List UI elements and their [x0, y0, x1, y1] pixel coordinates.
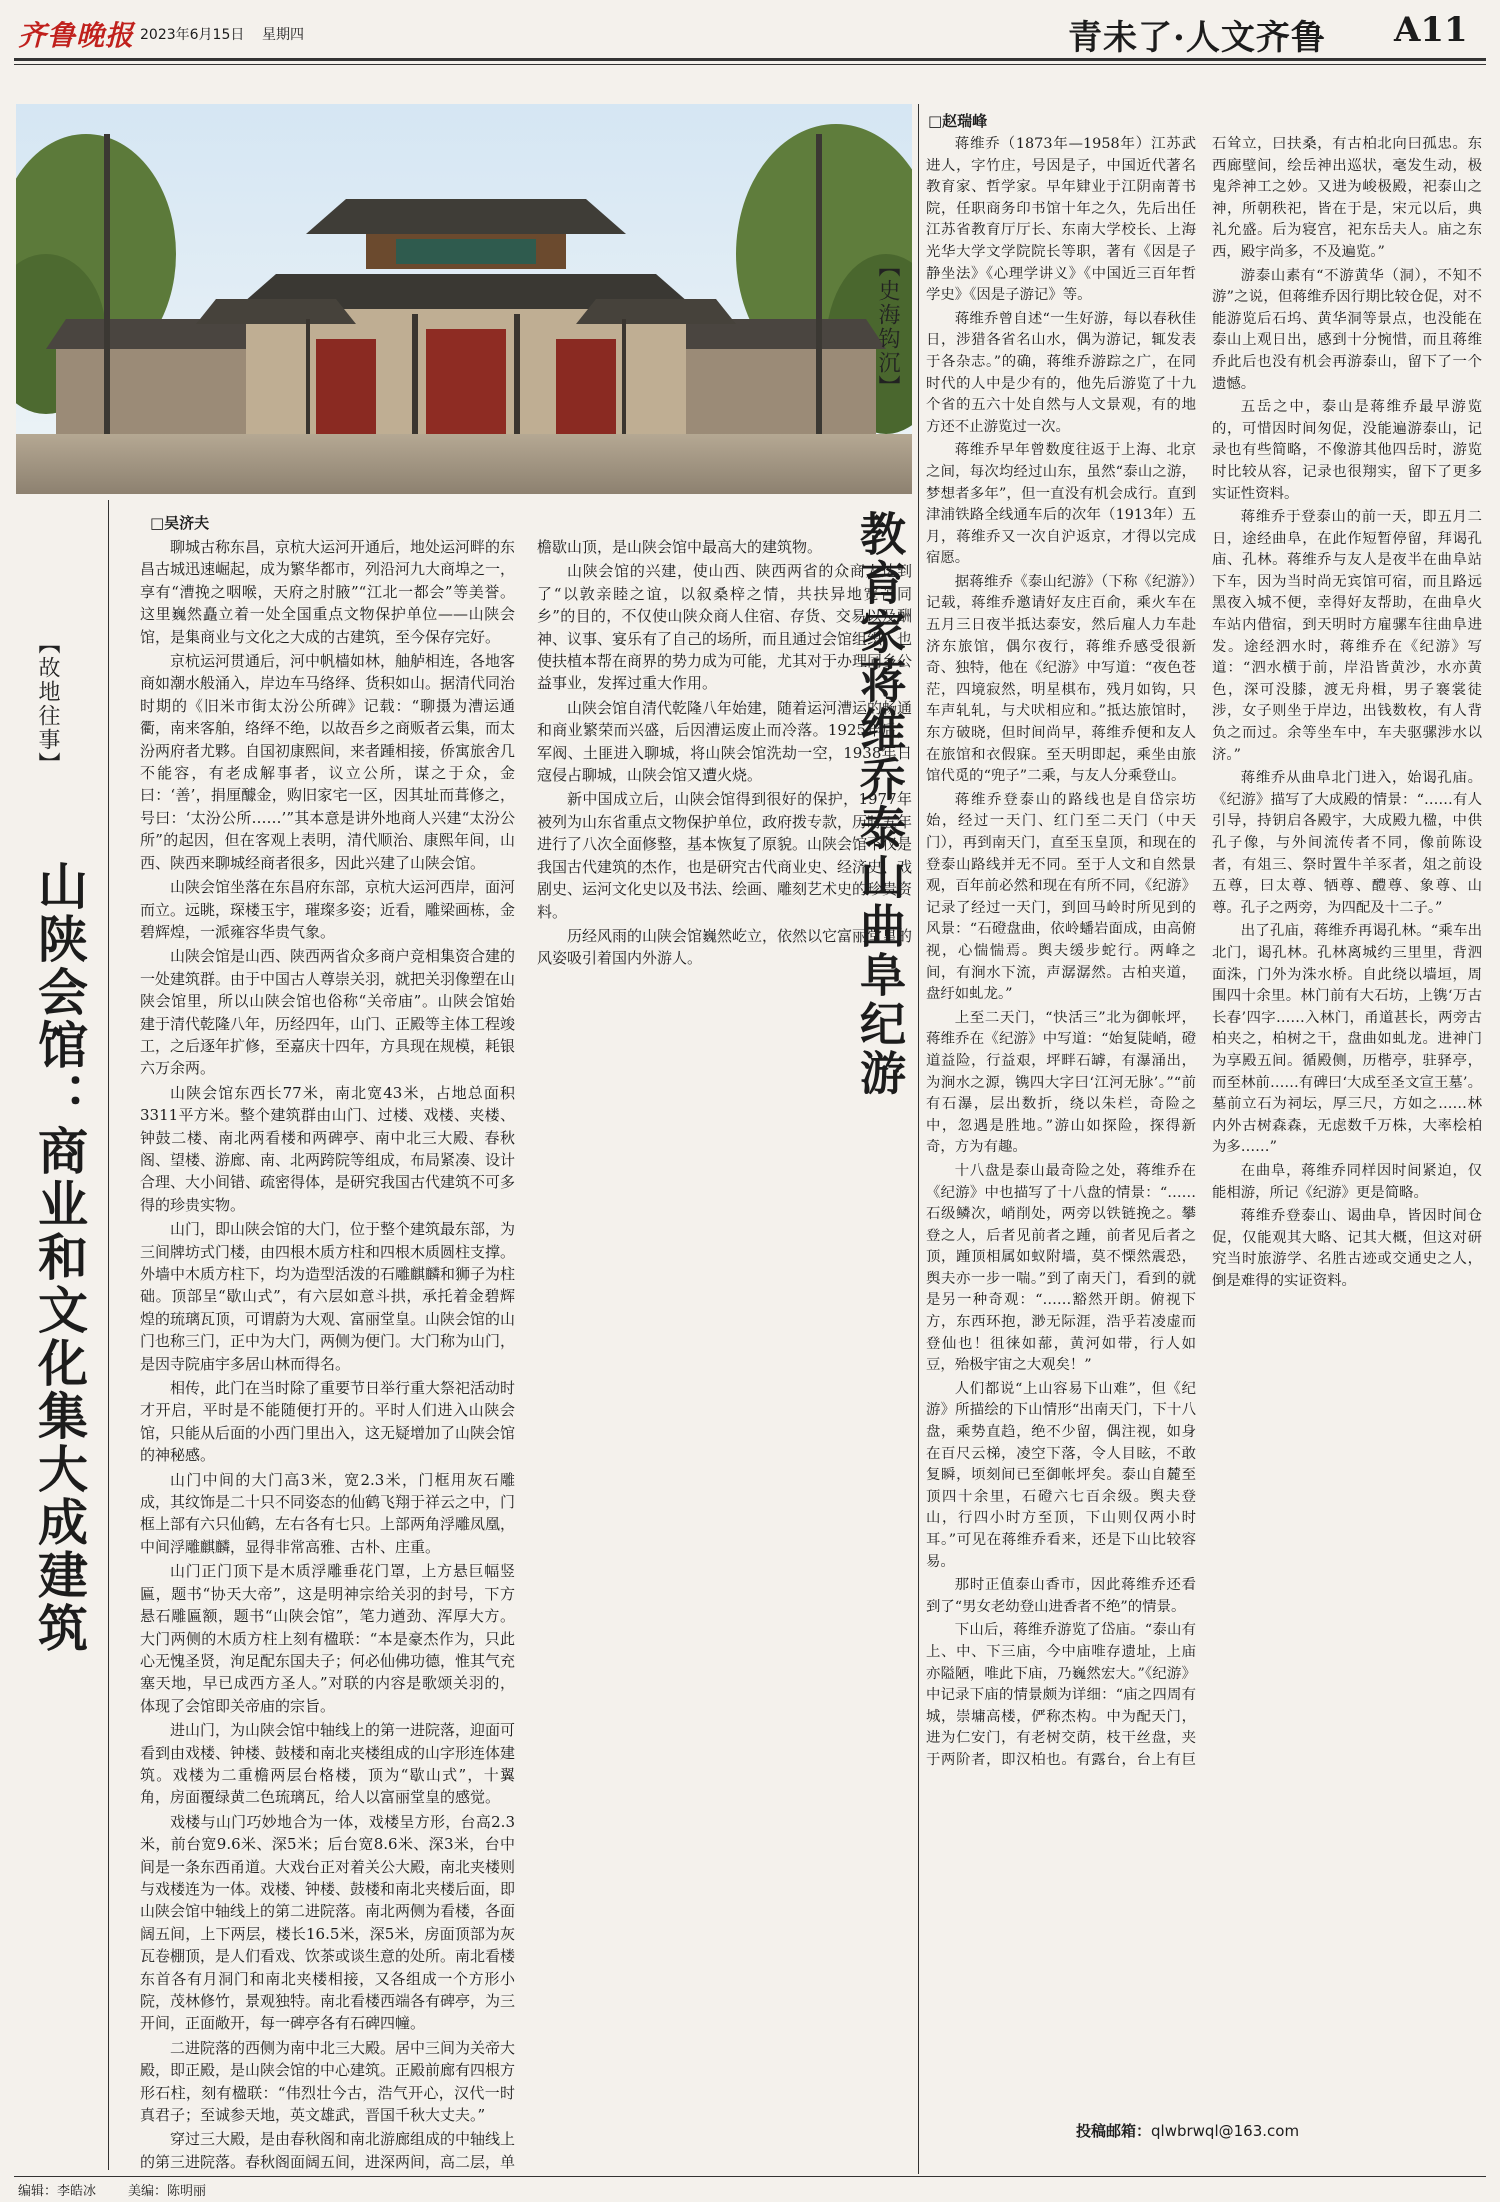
submission-email-address[interactable]: qlwbrwql@163.com — [1151, 2122, 1300, 2140]
footer-rule — [14, 2176, 1486, 2177]
footer-editor: 编辑：李皓冰 — [18, 2184, 97, 2199]
paragraph: 上至二天门，“快活三”北为御帐坪，蒋维乔在《纪游》中写道：“始复陡峭，磴道益险，行益艰，坪畔石罅，有瀑涌出，为涧水之源，镌四大字曰‘江河无脉’。”“前有石瀑，层出数折，绕以朱栏，奇险之中，忽遇是胜地。”游山如探险，探得新奇，方为有趣。 — [926, 1009, 1196, 1156]
header-rule-thin — [14, 64, 1486, 65]
paragraph: 山陕会馆的兴建，使山西、陕西两省的众商人达到了“以敦亲睦之谊，以叙桑梓之情，共扶异地宽苦同乡”的目的，不仅使山陕众商人住宿、存货、交易以及酬神、议事、宴乐有了自己的场所，而且通过会馆组织，也使扶植本帮在商界的势力成为可能，尤其对于办理同乡公益事业，发挥过重大作用。 — [537, 562, 912, 693]
paragraph: 戏楼与山门巧妙地合为一体，戏楼呈方形，台高2.3米，前台宽9.6米、深5米；后台宽8.6米、深3米，台中间是一条东西甬道。大戏台正对着关公大殿，南北夹楼则与戏楼连为一体。戏楼、钟楼、鼓楼和南北夹楼后面，即山陕会馆中轴线上的第二进院落。南北两侧为看楼，各面阔五间，上下两层，楼长16.5米，深5米，房面顶部为灰瓦卷棚顶，是人们看戏、饮茶或谈生意的处所。南北看楼东首各有月洞门和南北夹楼相接，又各组成一个方形小院，茂林修竹，景观独特。南北看楼西端各有碑亭，为三开间，正面敞开，每一碑亭各有石碑四幢。 — [140, 1812, 516, 2033]
paragraph: 下山后，蒋维乔游览了岱庙。“泰山有上、中、下三庙，今中庙唯存遗址，上庙亦隘陋，唯此下庙，乃巍然宏大。”《纪游》中记录下庙的情景颇为详细：“庙之四周有城，崇墉高楼，俨称杰构。中为配天门，进为仁安门，有老树交荫，枝干丝盘，夹于两阶者，即汉柏也。有露台，台上有巨石耸立，曰扶桑，有古柏北向曰孤忠。东西廊壁间，绘岳神出巡状，毫发生动，极鬼斧神工之妙。又进为峻极殿，祀泰山之神，所朝秩祀，皆在于是，宋元以后，典礼允盛。后为寝宫，祀东岳夫人。庙之东西，殿宇尚多，不及遍览。” — [926, 136, 1482, 1768]
paragraph: 山陕会馆自清代乾隆八年始建，随着运河漕运的畅通和商业繁荣而兴盛，后因漕运废止而冷落。1925年后，军阀、土匪进入聊城，将山陕会馆洗劫一空，1938年日寇侵占聊城，山陕会馆又遭火烧。 — [537, 698, 912, 785]
left-title-divider — [108, 500, 109, 2170]
header-rule — [14, 58, 1486, 61]
center-divider — [918, 104, 919, 2174]
column-tag-left: 【故地往事】 — [35, 632, 60, 776]
article-right-title: 教育家蒋维乔泰山曲阜纪游 — [853, 510, 907, 1098]
paragraph: 蒋维乔曾自述“一生好游，每以春秋佳日，涉猎各省名山水，偶为游记，辄发表于各杂志。”的确，蒋维乔游踪之广，在同时代的人中是少有的，他先后游览了十九个省的五六十处自然与人文景观，有的地方还不止游览过一次。 — [926, 310, 1196, 435]
paragraph: 五岳之中，泰山是蒋维乔最早游览的，可惜因时间匆促，没能遍游泰山，记录也有些简略，不像游其他四岳时，游览时比较从容，记录也很翔实，留下了更多实证性资料。 — [1212, 399, 1482, 502]
page-number: A11 — [1394, 10, 1468, 50]
submission-email — [1076, 2120, 1299, 2141]
footer-designer: 美编：陈明丽 — [128, 2184, 207, 2199]
paragraph: 蒋维乔早年曾数度往返于上海、北京之间，每次均经过山东，虽然“泰山之游，梦想者多年”，但一直没有机会成行。直到津浦铁路全线通车后的次年（1913年）五月，蒋维乔又一次自沪返京，才得以完成宿愿。 — [926, 442, 1196, 567]
paragraph: 游泰山素有“不游黄华（洞），不知不游”之说，但蒋维乔因行期比较仓促，对不能游览后石坞、黄华洞等景点，也没能在泰山上观日出，感到十分惋惜，而且蒋维乔此后也没有机会再游泰山，留下了一个遗憾。 — [1212, 267, 1482, 392]
shanshan-guild-hall-photo — [16, 104, 912, 494]
paragraph: 山门，即山陕会馆的大门，位于整个建筑最东部，为三间牌坊式门楼，由四根木质方柱和四根木质圆柱支撑。外墙中木质方柱下，均为造型活泼的石雕麒麟和狮子为柱础。顶部呈“歇山式”，有六层如意斗拱，承托着金碧辉煌的琉璃瓦顶，可谓蔚为大观、富丽堂皇。山陕会馆的山门也称三门，正中为大门，两侧为便门。大门称为山门，是因寺院庙宇多居山林而得名。 — [140, 1220, 516, 1373]
paragraph: 山陕会馆坐落在东昌府东部，京杭大运河西岸，面河而立。远眺，琛楼玉宇，璀璨多姿；近看，雕梁画栋，金碧辉煌，一派雍容华贵气象。 — [140, 878, 516, 941]
paragraph: 蒋维乔于登泰山的前一天，即五月二日，途经曲阜，在此作短暂停留，拜谒孔庙、孔林。蒋维乔与友人是夜半在曲阜站下车，因为当时尚无宾馆可宿，而且路远黑夜入城不便，幸得好友帮助，在曲阜火车站内借宿，到天明时方雇骡车往曲阜进发。途经泗水时，蒋维乔在《纪游》写道：“泗水横于前，岸沿皆黄沙，水亦黄色，深可没膝，渡无舟楫，男子褰裳徒涉，女子则坐于岸边，出钱数枚，有人背负之而过。余等坐车中，车夫驱骡涉水以济。” — [1212, 509, 1482, 763]
paragraph: 历经风雨的山陕会馆巍然屹立，依然以它富丽堂皇的风姿吸引着国内外游人。 — [537, 926, 912, 968]
paragraph: 在曲阜，蒋维乔同样因时间紧迫，仅能相游，所记《纪游》更是简略。 — [1212, 1162, 1482, 1201]
section-title: 青未了·人文齐鲁 — [1068, 18, 1326, 58]
paragraph: 二进院落的西侧为南中北三大殿。居中三间为关帝大殿，即正殿，是山陕会馆的中心建筑。正殿前廊有四根方形石柱，刻有楹联：“伟烈壮今古，浩气开心，汉代一时真君子；至诚参天地，英文雄武，晋国千秋大丈夫。” — [140, 2038, 516, 2125]
paragraph: 新中国成立后，山陕会馆得到很好的保护，1977年被列为山东省重点文物保护单位，政府拨专款，历时五年进行了八次全面修整，基本恢复了原貌。山陕会馆不仅是我国古代建筑的杰作，也是研究古代商业史、经济史、戏剧史、运河文化史以及书法、绘画、雕刻艺术史的珍贵资料。 — [537, 790, 912, 921]
paragraph: 十八盘是泰山最奇险之处，蒋维乔在《纪游》中也描写了十八盘的情景：“……石级鳞次，峭削处，两旁以铁链挽之。攀登之人，后者见前者之踵，前者见后者之顶，踵顶相属如蚁附墙，莫不慄然震恐，舆夫亦一步一喘。”到了南天门，看到的就是另一种奇观：“……豁然开朗。俯视下方，东西环抱，渺无际涯，浩乎若凌虚而登仙也！徂徕如蔀，黄河如带，行人如豆，殆极宇宙之大观矣！” — [926, 1162, 1196, 1374]
paragraph: 穿过三大殿，是由春秋阁和南北游廊组成的中轴线上的第三进院落。春秋阁面阔五间，进深两间，高二层，单檐歇山顶，是山陕会馆中最高大的建筑物。 — [140, 538, 823, 2171]
paragraph: 进山门，为山陕会馆中轴线上的第一进院落，迎面可看到由戏楼、钟楼、鼓楼和南北夹楼组成的山字形连体建筑。戏楼为二重檐两层台格楼，顶为“歇山式”，十翼角，房面覆绿黄二色琉璃瓦，给人以富丽堂皇的感觉。 — [140, 1721, 516, 1807]
photo-illustration — [16, 104, 912, 494]
paragraph: 据蒋维乔《泰山纪游》（下称《纪游》）记载，蒋维乔邀请好友庄百俞，乘火车在五月三日夜半抵达泰安，然后雇人力车赴济东旅馆，偶尔夜行，蒋维乔感受很新奇、独特，他在《纪游》中写道：“夜色苍茫，四境寂然，明星棋布，残月如钩，只车声轧轧，与犬吠相应和。”抵达旅馆时，东方破晓，但时间尚早，蒋维乔便和友人在旅馆和衣假寐。至天明即起，乘坐由旅馆代觅的“兜子”二乘，与友人分乘登山。 — [926, 573, 1196, 785]
paragraph: 人们都说“上山容易下山难”，但《纪游》所描绘的下山情形“出南天门，下十八盘，乘势直趋，绝不少留，偶注视，如身在百尺云梯，凌空下落，令人目眩，不敢复瞬，顷刻间已至御帐坪矣。泰山自麓至顶四十余里，石磴六七百余级。舆夫登山，行四小时方至顶，下山则仅两小时耳。”可见在蒋维乔看来，还是下山比较容易。 — [926, 1380, 1196, 1570]
issue-weekday: 星期四 — [262, 27, 304, 43]
submission-email-label: 投稿邮箱： — [1076, 2122, 1152, 2140]
article-left-body — [140, 536, 912, 2176]
paragraph: 相传，此门在当时除了重要节日举行重大祭祀活动时才开启，平时是不能随便打开的。平时人们进入山陕会馆，只能从后面的小西门里出入，这无疑增加了山陕会馆的神秘感。 — [140, 1379, 516, 1465]
paragraph: 山陕会馆是山西、陕西两省众多商户竞相集资合建的一处建筑群。由于中国古人尊崇关羽，就把关羽像塑在山陕会馆里，所以山陕会馆也俗称“关帝庙”。山陕会馆始建于清代乾隆八年，历经四年，山门、正殿等主体工程竣工，之后逐年扩修，至嘉庆十四年，方具现在规模，耗银六万余两。 — [140, 947, 516, 1078]
author-right: □赵瑞峰 — [928, 112, 988, 130]
paragraph: 蒋维乔登泰山的路线也是自岱宗坊始，经过一天门、红门至二天门（中天门），再到南天门，直至玉皇顶，和现在的登泰山路线并无不同。至于人文和自然景观，百年前必然和现在有所不同，《纪游》记录了经过一天门，到回马岭时所见到的风景：“石磴盘曲，依岭蟠岩面成，由高俯视，心惴惴焉。舆夫缓步蛇行。两峰之间，有涧水下流，声潺潺然。古柏夹道，盘纡如虬龙。” — [926, 791, 1196, 1003]
masthead-logo: 齐鲁晚报 — [18, 19, 135, 52]
paragraph: 蒋维乔登泰山、谒曲阜，皆因时间仓促，仅能观其大略、记其大概，但这对研究当时旅游学、名胜古迹或交通史之人，倒是难得的实证资料。 — [1212, 1208, 1482, 1289]
paragraph: 那时正值泰山香市，因此蒋维乔还看到了“男女老幼登山进香者不绝”的情景。 — [926, 1577, 1196, 1615]
paragraph: 山门中间的大门高3米，宽2.3米，门框用灰石雕成，其纹饰是二十只不同姿态的仙鹤飞翔于祥云之中，门框上部有六只仙鹤，左右各有七只。上部两角浮雕凤凰，中间浮雕麒麟，显得非常高雅、古朴、庄重。 — [140, 1470, 516, 1556]
paragraph: 聊城古称东昌，京杭大运河开通后，地处运河畔的东昌古城迅速崛起，成为繁华都市，列沿河九大商埠之一，享有“漕挽之咽喉，天府之肘腋”“江北一都会”等美誉。这里巍然矗立着一处全国重点文物保护单位——山陕会馆，是集商业与文化之大成的古建筑，至今保存完好。 — [140, 538, 516, 646]
paragraph: 蒋维乔（1873年—1958年）江苏武进人，字竹庄，号因是子，中国近代著名教育家、哲学家。早年肄业于江阴南菁书院，任职商务印书馆十年之久，先后出任江苏省教育厅厅长、东南大学校长、上海光华大学文学院院长等职，著有《因是子静坐法》《心理学讲义》《中国近三百年哲学史》《因是子游记》等。 — [926, 136, 1196, 304]
paragraph: 京杭运河贯通后，河中帆樯如林，舳舻相连，各地客商如潮水般涌入，岸边车马络绎、货积如山。据清代同治时期的《旧米市街太汾公所碑》记载：“聊摄为漕运通衢，南来客舶，络绎不绝，以故吾乡之商贩者云集，而太汾两府者尤夥。自国初康熙间，来者踵相接，侨寓旅舍几不能容，有老成解事者，议立公所，谋之于众，金曰：‘善’，捐厘醵金，购旧家宅一区，因其址而葺修之，号曰：‘太汾公所……’”其本意是讲外地商人兴建“太汾公所”的起因，但在客观上表明，清代顺治、康熙年间，山西、陕西来聊城经商者很多，因此兴建了山陕会馆。 — [140, 652, 516, 872]
paragraph: 山门正门顶下是木质浮雕垂花门罩，上方悬巨幅竖匾，题书“协天大帝”，这是明神宗给关羽的封号，下方悬石雕匾额，题书“山陕会馆”，笔力遒劲、浑厚大方。大门两侧的木质方柱上刻有楹联：“本是豪杰作为，只此心无愧圣贤，洵足配东国夫子；何必仙佛功德，惟其气充塞天地，早已成西方圣人。”对联的内容是歌颂关羽的，体现了会馆即关帝庙的宗旨。 — [140, 1562, 516, 1715]
author-left: □吴济夫 — [150, 514, 210, 532]
paragraph: 蒋维乔从曲阜北门进入，始谒孔庙。《纪游》描写了大成殿的情景：“……有人引导，持钥启各殿宇，大成殿九楹，中供孔子像，与外间流传者不同，像前陈设者，有俎三、祭时置牛羊豕者，俎之前设五尊，曰太尊、牺尊、醴尊、象尊、山尊。孔子之两旁，为四配及十二子。” — [1212, 770, 1482, 916]
paragraph: 出了孔庙，蒋维乔再谒孔林。“乘车出北门，谒孔林。孔林离城约三里里，背泗面洙，门外为洙水桥。自此绕以墙垣，周围四十余里。林门前有大石坊，上镌‘万古长春’四字……入林门，甬道甚长，两旁古柏夹之，柏树之干，盘曲如虬龙。进神门为享殿五间。循殿侧，历楷亭，驻驿亭，而至林前……有碑曰‘大成至圣文宣王墓’。墓前立石为祠坛，厚三尺，方如之……林内外古树森森，无虑数千万株，大率桧柏为多……” — [1212, 923, 1482, 1156]
paragraph: 山陕会馆东西长77米，南北宽43米，占地总面积3311平方米。整个建筑群由山门、过楼、戏楼、夹楼、钟鼓二楼、南北两看楼和两碑亭、南中北三大殿、春秋阁、望楼、游廊、南、北两跨院等组成，布局紧凑、设计合理、大小间错、疏密得体，是研究我国古代建筑不可多得的珍贵实物。 — [140, 1083, 516, 1214]
issue-date: 2023年6月15日 — [140, 27, 245, 43]
column-tag-right: 【史海钩沉】 — [875, 255, 900, 399]
article-right-body — [926, 134, 1482, 1780]
article-left-title: 山陕会馆：商业和文化集大成建筑 — [30, 860, 89, 1655]
